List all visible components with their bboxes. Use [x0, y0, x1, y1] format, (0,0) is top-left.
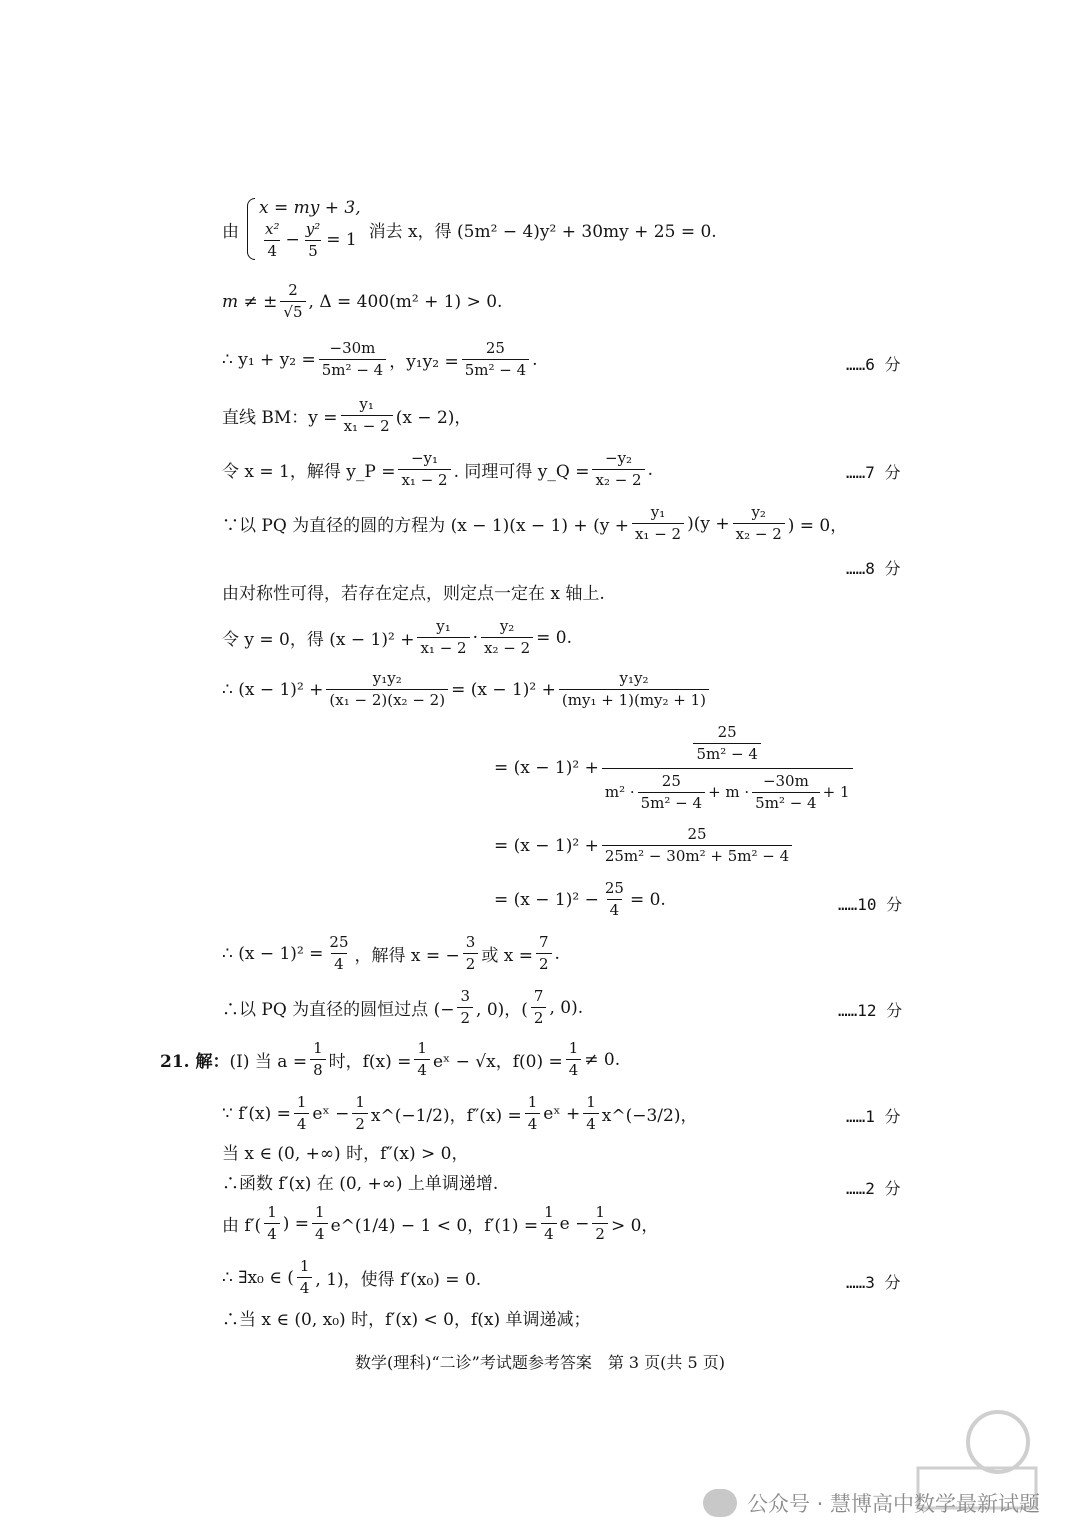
monotone-text: ∴函数 f′(x) 在 (0, +∞) 上单调递增. [222, 1174, 499, 1194]
frac: $\frac{-30m}{\text{5m² − 4}}$ [752, 773, 819, 813]
frac: $\frac{\text{y₂}}{\text{x₂ − 2}}$ [733, 504, 785, 544]
line-bm: 直线 BM：y = $\frac{\text{y₁}}{\text{x₁ − 2}}$ (x − 2)， [222, 395, 472, 436]
frac: $\frac{\text{y²}}{5}$ [305, 219, 321, 260]
frac: $\frac{1}{2}$ [352, 1094, 368, 1134]
wechat-icon [703, 1489, 737, 1517]
frac: $\frac{\text{−y₁}}{\text{x₁ − 2}}$ [398, 450, 450, 490]
page-footer: 数学(理科)“二诊”考试题参考答案 第 3 页(共 5 页) [354, 1353, 726, 1372]
frac: $\frac{25}{\text{5m² − 4}}$ [693, 724, 760, 764]
frac: $\frac{25}{\text{5m² − 4}}$ [462, 340, 529, 380]
frac: $\frac{1}{4}$ [583, 1094, 599, 1134]
frac: $\frac{25}{\text{25m² − 30m² + 5m² − 4}}$ [602, 826, 792, 866]
frac: $\frac{\text{y₁}}{\text{x₁ − 2}}$ [632, 504, 684, 544]
frac: $\frac{\text{y₁}}{\text{x₁ − 2}}$ [341, 396, 393, 436]
frac: $\frac{2}{√5}$ [280, 282, 305, 322]
q21-line: 21. 解： (Ⅰ) 当 a = $\frac{1}{8}$ 时，f(x) = $\frac{1}{4}$ eˣ − √x，f(0) = $\frac{1}{4}$ ≠ 0. [160, 1039, 621, 1080]
score-8: ……8 分 [846, 559, 901, 578]
frac: $\frac{7}{2}$ [531, 988, 547, 1028]
score-2: ……2 分 [846, 1179, 901, 1198]
watermark-text: 公众号 · 慧博高中数学最新试题 [746, 1492, 1040, 1516]
score-12: ……12 分 [838, 1001, 903, 1020]
score-6: ……6 分 [846, 355, 901, 374]
frac: $\frac{\text{y₂}}{\text{x₂ − 2}}$ [481, 618, 533, 658]
frac: $\frac{\text{−y₂}}{\text{x₂ − 2}}$ [592, 450, 644, 490]
conclusion-line: ∴以 PQ 为直径的圆恒过点 (− $\frac{3}{2}$ , 0)，( $\frac{7}{2}$ , 0). [222, 987, 584, 1028]
frac: $\frac{1}{4}$ [525, 1094, 541, 1134]
let-y-zero-line: 令 y = 0，得 (x − 1)² + $\frac{\text{y₁}}{\text{x₁ − 2}}$ · $\frac{\text{y₂}}{\text{x₂ − 2}}$ = 0. [222, 617, 572, 658]
frac: $\frac{25}{\text{5m² − 4}}$ [638, 773, 705, 813]
frac: $\frac{\text{y₁}}{\text{x₁ − 2}}$ [417, 618, 469, 658]
evaluate-line: 由 f′( $\frac{1}{4}$ ) = $\frac{1}{4}$ e^(1/4) − 1 < 0，f′(1) = $\frac{1}{4}$ e − $\frac{1}{2}$ > 0， [222, 1203, 659, 1244]
frac: $\frac{7}{2}$ [536, 934, 552, 974]
equation-system [259, 198, 361, 260]
eliminate-text: 消去 x，得 (5m² − 4)y² + 30my + 25 = 0. [368, 221, 717, 242]
score-10: ……10 分 [838, 895, 903, 914]
score-3: ……3 分 [846, 1273, 901, 1292]
frac: $\frac{-30m}{\text{5m² − 4}}$ [319, 340, 386, 380]
frac: $\frac{1}{4}$ [264, 1204, 280, 1244]
exists-x0-line: ∴ ∃x₀ ∈ ( $\frac{1}{4}$ , 1)，使得 f′(x₀) = 0. [222, 1257, 482, 1298]
m-condition-line: m ≠ ± $\frac{2}{√5}$ , Δ = 400(m² + 1) > 0. [222, 281, 503, 322]
circle-equation-line: ∵以 PQ 为直径的圆的方程为 (x − 1)(x − 1) + (y + $\frac{\text{y₁}}{\text{x₁ − 2}}$ )(y + $\frac{\text{y₂}}{\text{x₂ − 2}}$ ) = 0， [222, 503, 848, 544]
frac: $\frac{3}{2}$ [457, 988, 473, 1028]
frac: $\frac{1}{4}$ [294, 1094, 310, 1134]
system-eq1: x = my + 3, [259, 198, 361, 218]
second-derivative-text: 当 x ∈ (0, +∞) 时，f″(x) > 0， [222, 1144, 469, 1164]
solve-x-line: ∴ (x − 1)² = $\frac{25}{4}$ ，解得 x = − $\frac{3}{2}$ 或 x = $\frac{7}{2}$ . [222, 933, 560, 974]
score-7: ……7 分 [846, 463, 901, 482]
derivation-step-3: = (x − 1)² + $\frac{25}{\text{25m² − 30m² + 5m² − 4}}$ [494, 826, 795, 866]
frac: $\frac{1}{8}$ [310, 1040, 326, 1080]
frac: $\frac{\text{y₁y₂}}{\text{(my₁ + 1)(my₂ + 1)}}$ [559, 670, 709, 710]
frac: $\frac{3}{2}$ [463, 934, 479, 974]
frac: $\frac{1}{2}$ [592, 1204, 608, 1244]
decreasing-text: ∴当 x ∈ (0, x₀) 时，f′(x) < 0，f(x) 单调递减； [222, 1310, 591, 1330]
lead-you: 由 [222, 221, 239, 242]
derivation-step-4: = (x − 1)² − $\frac{25}{4}$ = 0. [494, 879, 666, 920]
compound-frac: $\frac{25}{\text{5m² − 4}}$ m² · $\frac{25}{\text{5m² − 4}}$ + m · $\frac{-30m}{\text{5m² − 4}}$ + 1 [602, 724, 853, 812]
system-line [222, 198, 717, 260]
watermark [703, 1488, 1040, 1518]
frac: $\frac{\text{y₁y₂}}{\text{(x₁ − 2)(x₂ − 2)}}$ [326, 670, 448, 710]
derivative-line: ∵ f′(x) = $\frac{1}{4}$ eˣ − $\frac{1}{2}$ x^(−1/2)，f″(x) = $\frac{1}{4}$ eˣ + $\frac{1}{4}$ x^(−3/2)， [222, 1093, 698, 1134]
symmetry-text: 由对称性可得，若存在定点，则定点一定在 x 轴上. [222, 584, 605, 604]
left-brace [247, 198, 255, 260]
frac: $\frac{\text{x²}}{4}$ [265, 219, 280, 260]
frac: $\frac{1}{4}$ [414, 1040, 430, 1080]
yp-yq-line: 令 x = 1，解得 y_P = $\frac{\text{−y₁}}{\text{x₁ − 2}}$ . 同理可得 y_Q = $\frac{\text{−y₂}}{\text{x₂ − 2}}$ . [222, 449, 654, 490]
derivation-step-2: = (x − 1)² + $\frac{25}{\text{5m² − 4}}$ m² · $\frac{25}{\text{5m² − 4}}$ + m · $\frac{-30m}{\text{5m² − 4}}$ + 1 [494, 724, 856, 812]
system-eq2: $\frac{\text{x²}}{4}$ − $\frac{\text{y²}}{5}$ = 1 [259, 221, 361, 261]
frac: $\frac{1}{4}$ [312, 1204, 328, 1244]
frac: $\frac{25}{4}$ [604, 879, 624, 920]
vieta-line: ∴ y₁ + y₂ = $\frac{-30m}{\text{5m² − 4}}$ ，y₁y₂ = $\frac{25}{\text{5m² − 4}}$ . [222, 339, 538, 380]
derivation-step-1: ∴ (x − 1)² + $\frac{\text{y₁y₂}}{\text{(x₁ − 2)(x₂ − 2)}}$ = (x − 1)² + $\frac{\text{y₁y₂}}{\text{(my₁ + 1)(my₂ + 1)}}$ [222, 670, 712, 710]
frac: $\frac{1}{4}$ [541, 1204, 557, 1244]
q21-label: 21. 解： [160, 1052, 230, 1073]
frac: $\frac{25}{4}$ [329, 933, 349, 974]
frac: $\frac{1}{4}$ [297, 1258, 313, 1298]
frac: $\frac{1}{4}$ [566, 1040, 582, 1080]
score-1: ……1 分 [846, 1107, 901, 1126]
